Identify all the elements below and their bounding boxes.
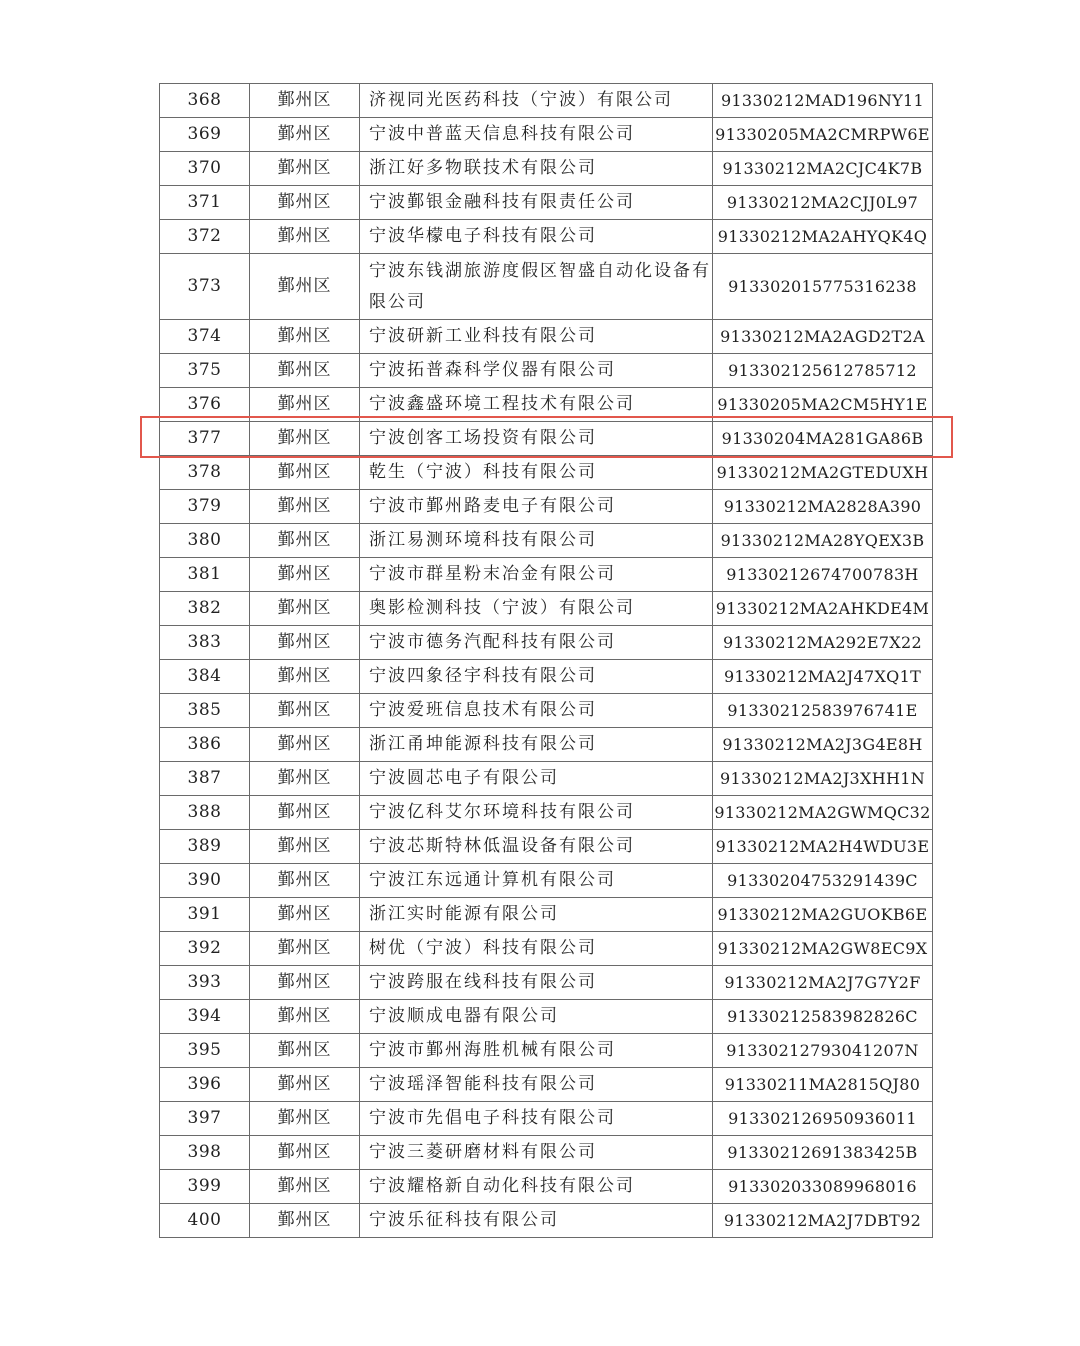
table-row xyxy=(160,118,933,152)
table-row xyxy=(160,796,933,830)
credit-code-cell: 91330212MAD196NY11 xyxy=(713,84,933,118)
table-row xyxy=(160,388,933,422)
company-name-cell: 宁波芯斯特林低温设备有限公司 xyxy=(360,830,713,864)
table-row xyxy=(160,660,933,694)
district-cell: 鄞州区 xyxy=(250,186,360,220)
row-number: 371 xyxy=(160,186,250,220)
credit-code-cell: 91330205MA2CM5HY1E xyxy=(713,388,933,422)
row-number: 393 xyxy=(160,966,250,1000)
district-cell: 鄞州区 xyxy=(250,1102,360,1136)
credit-code-cell: 91330212MA2GW8EC9X xyxy=(713,932,933,966)
table-row xyxy=(160,524,933,558)
table-row xyxy=(160,762,933,796)
table-row xyxy=(160,898,933,932)
credit-code-cell: 91330212MA28YQEX3B xyxy=(713,524,933,558)
row-number: 385 xyxy=(160,694,250,728)
row-number: 381 xyxy=(160,558,250,592)
row-number: 398 xyxy=(160,1136,250,1170)
row-number: 378 xyxy=(160,456,250,490)
district-cell: 鄞州区 xyxy=(250,152,360,186)
company-name-cell: 宁波市德务汽配科技有限公司 xyxy=(360,626,713,660)
district-cell: 鄞州区 xyxy=(250,524,360,558)
row-number: 383 xyxy=(160,626,250,660)
district-cell: 鄞州区 xyxy=(250,388,360,422)
table-row xyxy=(160,320,933,354)
district-cell: 鄞州区 xyxy=(250,490,360,524)
row-number: 370 xyxy=(160,152,250,186)
district-cell: 鄞州区 xyxy=(250,354,360,388)
row-number: 376 xyxy=(160,388,250,422)
district-cell: 鄞州区 xyxy=(250,966,360,1000)
district-cell: 鄞州区 xyxy=(250,1068,360,1102)
row-number: 375 xyxy=(160,354,250,388)
row-number: 394 xyxy=(160,1000,250,1034)
table-row xyxy=(160,1170,933,1204)
table-row xyxy=(160,728,933,762)
credit-code-cell: 91330205MA2CMRPW6E xyxy=(713,118,933,152)
company-name-cell: 浙江易测环境科技有限公司 xyxy=(360,524,713,558)
credit-code-cell: 91330212691383425B xyxy=(713,1136,933,1170)
company-name-cell: 宁波四象径宇科技有限公司 xyxy=(360,660,713,694)
table-row xyxy=(160,932,933,966)
row-number: 392 xyxy=(160,932,250,966)
district-cell: 鄞州区 xyxy=(250,762,360,796)
table-row xyxy=(160,966,933,1000)
table-row xyxy=(160,1102,933,1136)
credit-code-cell: 91330212MA2J47XQ1T xyxy=(713,660,933,694)
company-name-cell: 宁波耀格新自动化科技有限公司 xyxy=(360,1170,713,1204)
credit-code-cell: 91330212583982826C xyxy=(713,1000,933,1034)
company-name-cell: 乾生（宁波）科技有限公司 xyxy=(360,456,713,490)
credit-code-cell: 91330212MA2H4WDU3E xyxy=(713,830,933,864)
company-name-cell: 宁波瑶泽智能科技有限公司 xyxy=(360,1068,713,1102)
credit-code-cell: 913302126950936011 xyxy=(713,1102,933,1136)
district-cell: 鄞州区 xyxy=(250,864,360,898)
table-row xyxy=(160,490,933,524)
district-cell: 鄞州区 xyxy=(250,1034,360,1068)
district-cell: 鄞州区 xyxy=(250,626,360,660)
table-row xyxy=(160,456,933,490)
row-number: 397 xyxy=(160,1102,250,1136)
credit-code-cell: 91330212MA2GUOKB6E xyxy=(713,898,933,932)
row-number: 379 xyxy=(160,490,250,524)
credit-code-cell: 91330212MA2CJJ0L97 xyxy=(713,186,933,220)
credit-code-cell: 91330212MA2AGD2T2A xyxy=(713,320,933,354)
company-name-cell: 宁波华檬电子科技有限公司 xyxy=(360,220,713,254)
district-cell: 鄞州区 xyxy=(250,932,360,966)
district-cell: 鄞州区 xyxy=(250,456,360,490)
company-name-cell: 宁波乐征科技有限公司 xyxy=(360,1204,713,1238)
company-name-cell: 宁波研新工业科技有限公司 xyxy=(360,320,713,354)
company-name-cell: 宁波鄞银金融科技有限责任公司 xyxy=(360,186,713,220)
district-cell: 鄞州区 xyxy=(250,558,360,592)
row-number: 400 xyxy=(160,1204,250,1238)
table-row xyxy=(160,354,933,388)
credit-code-cell: 91330212MA292E7X22 xyxy=(713,626,933,660)
credit-code-cell: 91330212MA2J7G7Y2F xyxy=(713,966,933,1000)
credit-code-cell: 91330212674700783H xyxy=(713,558,933,592)
district-cell: 鄞州区 xyxy=(250,1000,360,1034)
district-cell: 鄞州区 xyxy=(250,830,360,864)
row-number: 391 xyxy=(160,898,250,932)
row-number: 373 xyxy=(160,254,250,320)
row-number: 374 xyxy=(160,320,250,354)
row-number: 387 xyxy=(160,762,250,796)
row-number: 369 xyxy=(160,118,250,152)
row-number: 389 xyxy=(160,830,250,864)
credit-code-cell: 91330212MA2GWMQC32 xyxy=(713,796,933,830)
district-cell: 鄞州区 xyxy=(250,898,360,932)
district-cell: 鄞州区 xyxy=(250,592,360,626)
company-name-cell: 浙江好多物联技术有限公司 xyxy=(360,152,713,186)
row-number: 377 xyxy=(160,422,250,456)
credit-code-cell: 91330211MA2815QJ80 xyxy=(713,1068,933,1102)
company-name-cell: 宁波市群星粉末冶金有限公司 xyxy=(360,558,713,592)
district-cell: 鄞州区 xyxy=(250,1170,360,1204)
company-name-cell: 宁波拓普森科学仪器有限公司 xyxy=(360,354,713,388)
table-row xyxy=(160,626,933,660)
district-cell: 鄞州区 xyxy=(250,1136,360,1170)
credit-code-cell: 91330212MA2AHKDE4M xyxy=(713,592,933,626)
row-number: 382 xyxy=(160,592,250,626)
credit-code-cell: 91330212583976741E xyxy=(713,694,933,728)
row-number: 384 xyxy=(160,660,250,694)
company-name-cell: 宁波市鄞州海胜机械有限公司 xyxy=(360,1034,713,1068)
table-row xyxy=(160,84,933,118)
company-name-cell: 宁波圆芯电子有限公司 xyxy=(360,762,713,796)
row-number: 396 xyxy=(160,1068,250,1102)
credit-code-cell: 91330204MA281GA86B xyxy=(713,422,933,456)
credit-code-cell: 91330212MA2CJC4K7B xyxy=(713,152,933,186)
table-row xyxy=(160,830,933,864)
company-name-cell: 宁波跨服在线科技有限公司 xyxy=(360,966,713,1000)
row-number: 372 xyxy=(160,220,250,254)
district-cell: 鄞州区 xyxy=(250,254,360,320)
company-name-cell: 宁波市先倡电子科技有限公司 xyxy=(360,1102,713,1136)
district-cell: 鄞州区 xyxy=(250,660,360,694)
credit-code-cell: 91330212MA2J3XHH1N xyxy=(713,762,933,796)
row-number: 368 xyxy=(160,84,250,118)
company-name-cell: 宁波创客工场投资有限公司 xyxy=(360,422,713,456)
company-name-cell: 宁波东钱湖旅游度假区智盛自动化设备有限公司 xyxy=(360,254,713,320)
row-number: 390 xyxy=(160,864,250,898)
company-name-cell: 宁波江东远通计算机有限公司 xyxy=(360,864,713,898)
credit-code-cell: 91330212MA2J3G4E8H xyxy=(713,728,933,762)
company-name-cell: 宁波鑫盛环境工程技术有限公司 xyxy=(360,388,713,422)
district-cell: 鄞州区 xyxy=(250,1204,360,1238)
row-number: 380 xyxy=(160,524,250,558)
table-row xyxy=(160,694,933,728)
company-name-cell: 浙江甬坤能源科技有限公司 xyxy=(360,728,713,762)
company-list-table xyxy=(159,83,933,1238)
company-name-cell: 宁波爱班信息技术有限公司 xyxy=(360,694,713,728)
table-row xyxy=(160,592,933,626)
credit-code-cell: 91330212MA2828A390 xyxy=(713,490,933,524)
credit-code-cell: 91330212MA2AHYQK4Q xyxy=(713,220,933,254)
table-row xyxy=(160,1000,933,1034)
table-row xyxy=(160,1204,933,1238)
district-cell: 鄞州区 xyxy=(250,422,360,456)
district-cell: 鄞州区 xyxy=(250,320,360,354)
district-cell: 鄞州区 xyxy=(250,796,360,830)
district-cell: 鄞州区 xyxy=(250,220,360,254)
company-name-cell: 宁波市鄞州路麦电子有限公司 xyxy=(360,490,713,524)
table-row xyxy=(160,254,933,320)
credit-code-cell: 91330212MA2J7DBT92 xyxy=(713,1204,933,1238)
row-number: 395 xyxy=(160,1034,250,1068)
district-cell: 鄞州区 xyxy=(250,84,360,118)
company-name-cell: 宁波中普蓝天信息科技有限公司 xyxy=(360,118,713,152)
table-row xyxy=(160,1068,933,1102)
table-row xyxy=(160,1034,933,1068)
row-number: 388 xyxy=(160,796,250,830)
district-cell: 鄞州区 xyxy=(250,728,360,762)
table-body xyxy=(160,84,933,1238)
district-cell: 鄞州区 xyxy=(250,118,360,152)
credit-code-cell: 913302125612785712 xyxy=(713,354,933,388)
table-row xyxy=(160,864,933,898)
credit-code-cell: 913302033089968016 xyxy=(713,1170,933,1204)
company-name-cell: 济视同光医药科技（宁波）有限公司 xyxy=(360,84,713,118)
credit-code-cell: 91330212793041207N xyxy=(713,1034,933,1068)
credit-code-cell: 91330212MA2GTEDUXH xyxy=(713,456,933,490)
row-number: 399 xyxy=(160,1170,250,1204)
company-name-cell: 宁波顺成电器有限公司 xyxy=(360,1000,713,1034)
company-name-cell: 宁波三菱研磨材料有限公司 xyxy=(360,1136,713,1170)
company-name-cell: 奥影检测科技（宁波）有限公司 xyxy=(360,592,713,626)
table-row xyxy=(160,422,933,456)
company-name-cell: 树优（宁波）科技有限公司 xyxy=(360,932,713,966)
table-row xyxy=(160,1136,933,1170)
credit-code-cell: 91330204753291439C xyxy=(713,864,933,898)
table-row xyxy=(160,558,933,592)
table-row xyxy=(160,152,933,186)
company-name-cell: 宁波亿科艾尔环境科技有限公司 xyxy=(360,796,713,830)
district-cell: 鄞州区 xyxy=(250,694,360,728)
credit-code-cell: 913302015775316238 xyxy=(713,254,933,320)
table-row xyxy=(160,186,933,220)
company-name-cell: 浙江实时能源有限公司 xyxy=(360,898,713,932)
row-number: 386 xyxy=(160,728,250,762)
table-row xyxy=(160,220,933,254)
